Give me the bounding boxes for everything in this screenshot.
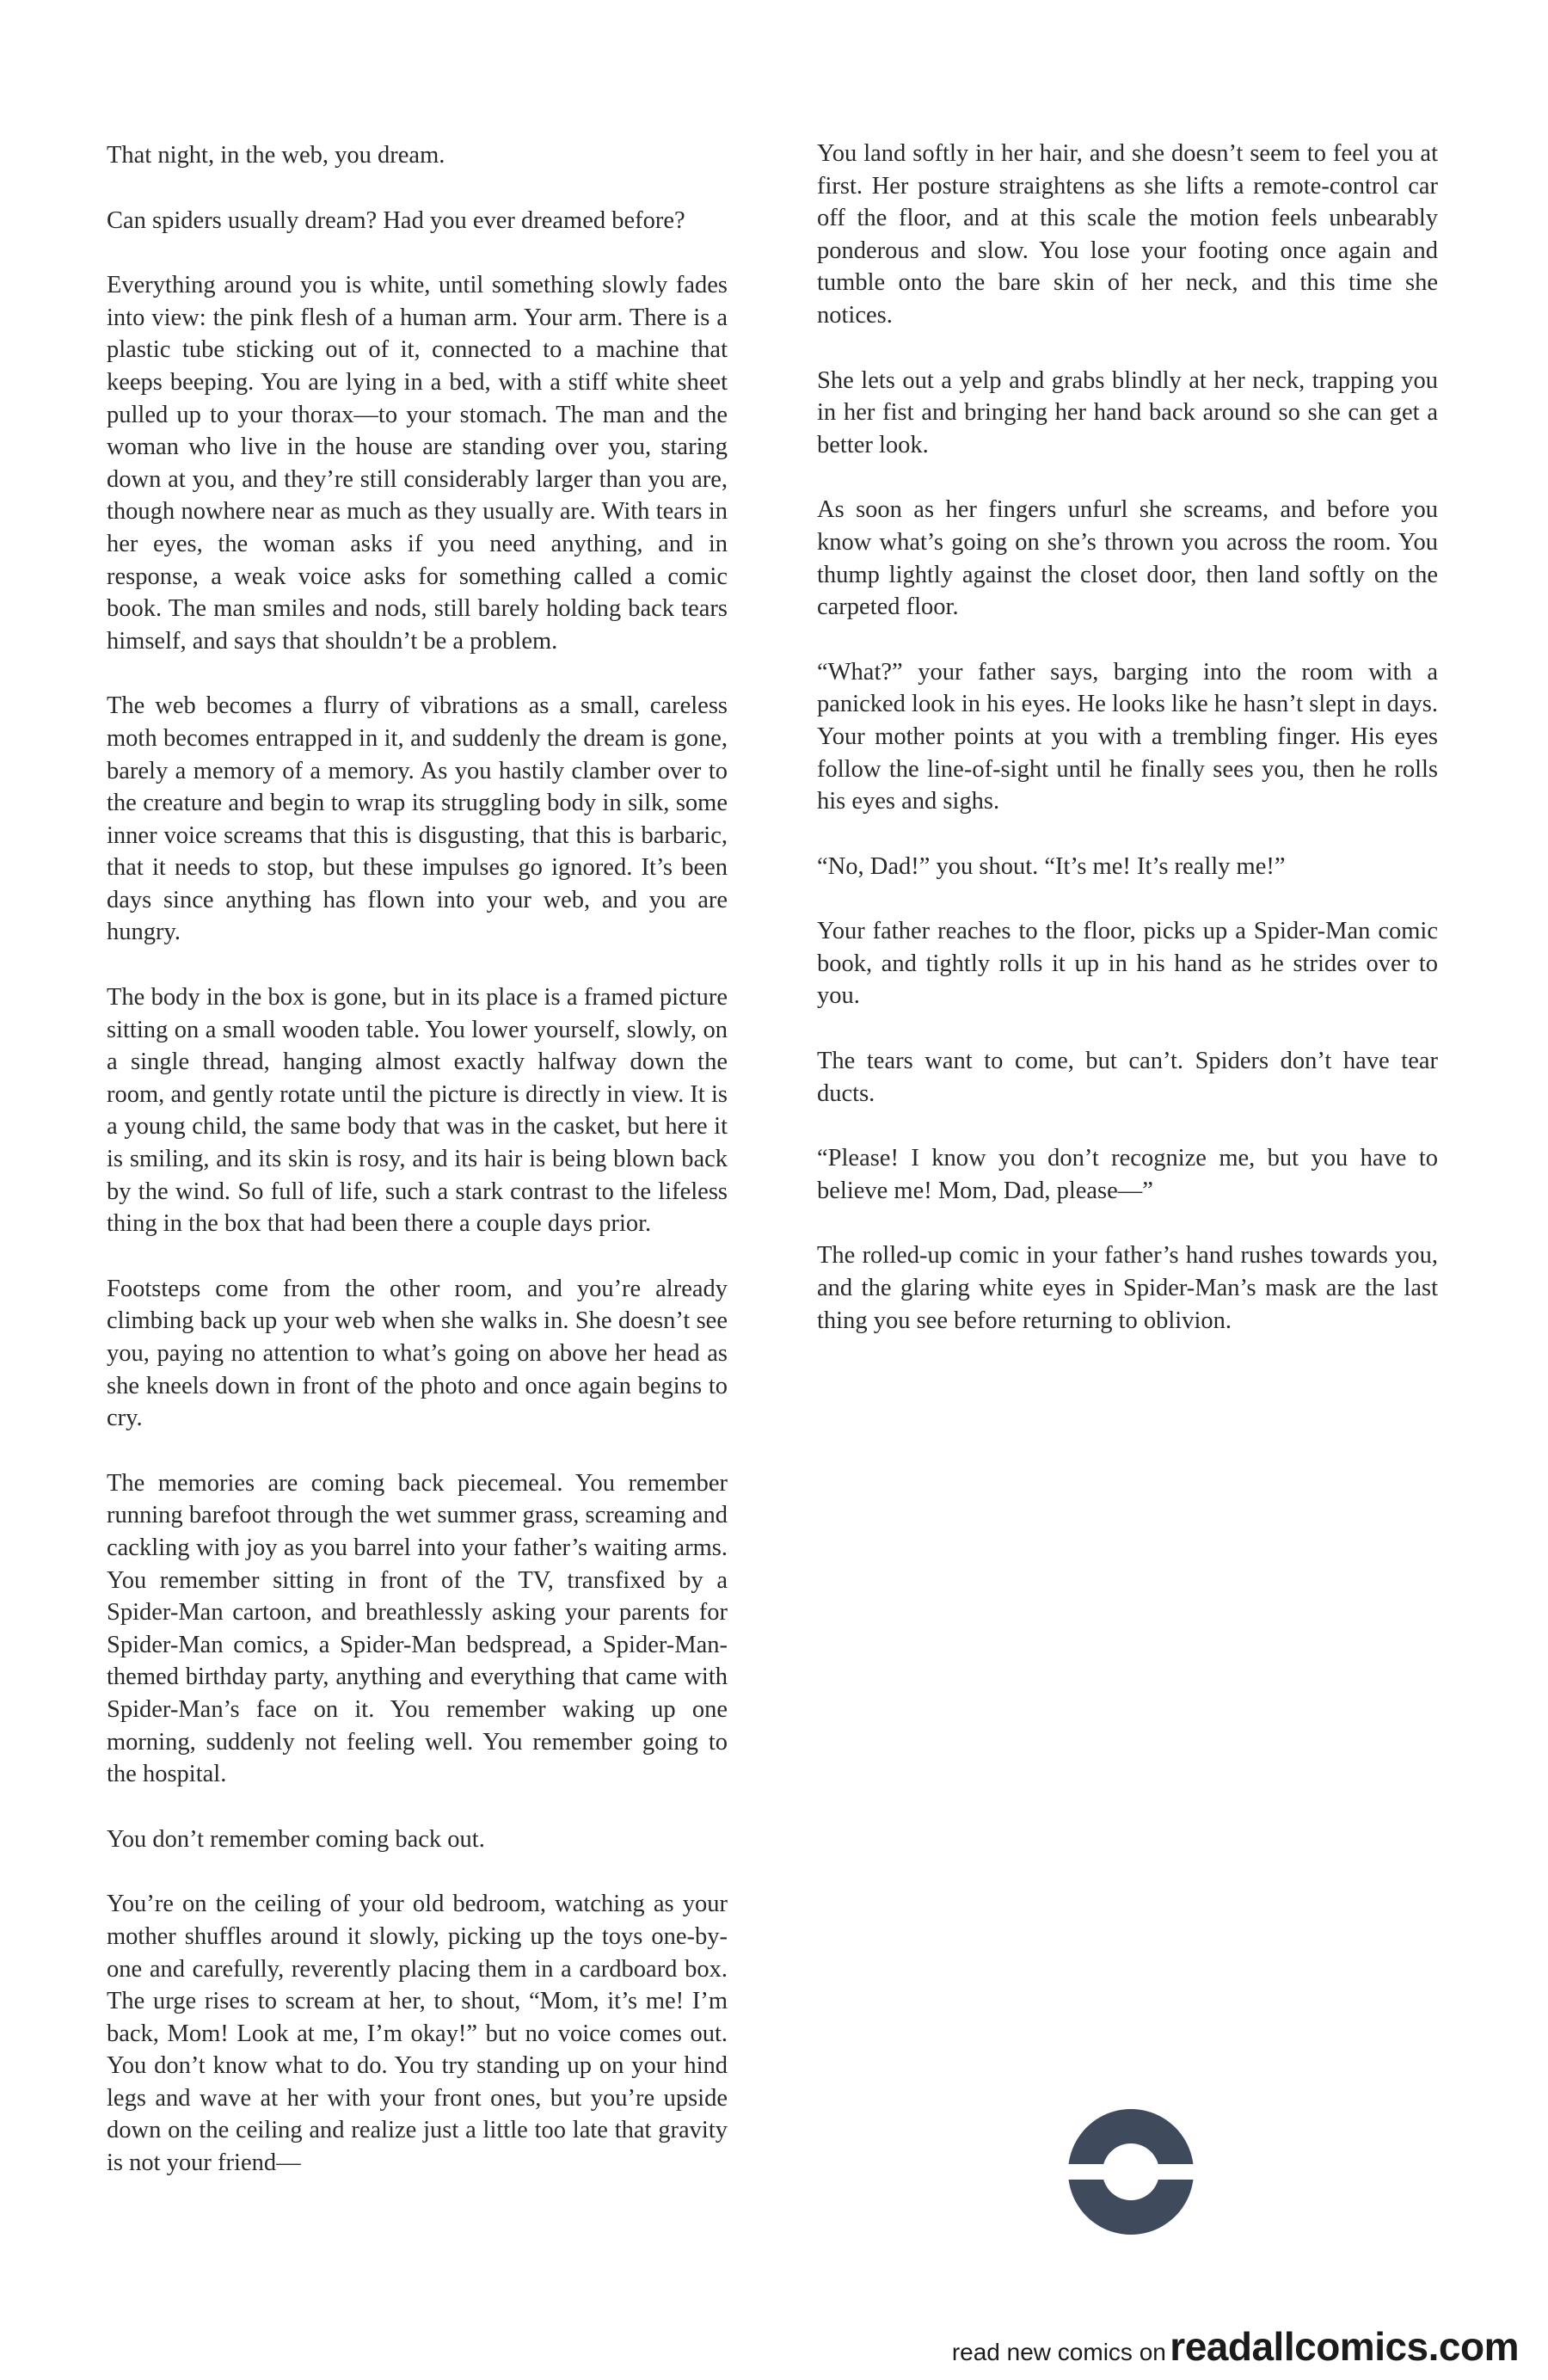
paragraph: “No, Dad!” you shout. “It’s me! It’s really me!” xyxy=(817,852,1286,880)
paragraph: Everything around you is white, until something slowly fades into view: the pink flesh of a human arm. Your arm. There is a plastic tube sticking out of it, connected to a machine that keeps beeping. You are lying in a bed, with a stiff white sheet pulled up to your thorax—to your stomach. The man and the woman who live in the house are standing over you, staring down at you, and they’re still considerably larger than you are, though nowhere near as much as they usually are. With tears in her eyes, the woman asks if you need anything, and in response, a weak voice asks for something called a comic book. The man smiles and nods, still barely holding back tears himself, and says that shouldn’t be a problem. xyxy=(107,272,728,655)
paragraph: The tears want to come, but can’t. Spiders don’t have tear ducts. xyxy=(817,1048,1438,1107)
paragraph: The rolled-up comic in your father’s hand rushes towards you, and the glaring white eyes in Spider-Man’s mask are the last thing you see before returning to oblivion. xyxy=(817,1242,1438,1334)
footer-prefix: read new comics on xyxy=(951,2339,1166,2365)
footer-watermark xyxy=(952,2323,1519,2370)
paragraph: That night, in the web, you dream. xyxy=(107,142,445,169)
paragraph: The memories are coming back piecemeal. You remember running barefoot through the wet summer grass, screaming and cackling with joy as you barrel into your father’s waiting arms. You remember sitting in front of the TV, transfixed by a Spider-Man cartoon, and breathlessly asking your parents for Spider-Man comics, a Spider-Man bedspread, a Spider-Man-themed birthday party, anything and everything that came with Spider-Man’s face on it. You remember waking up one morning, suddenly not feeling well. You remember going to the hospital. xyxy=(107,1469,728,1788)
paragraph: “What?” your father says, barging into the room with a panicked look in his eyes. He looks like he hasn’t slept in days. Your mother points at you with a trembling finger. His eyes follow the line-of-sight until he finally sees you, then he rolls his eyes and sighs. xyxy=(817,658,1438,815)
circle-logo-icon xyxy=(1066,2107,1195,2236)
paragraph: Can spiders usually dream? Had you ever dreamed before? xyxy=(107,206,685,234)
paragraph: Your father reaches to the floor, picks up a Spider-Man comic book, and tightly rolls it up in his hand as he strides over to you. xyxy=(817,918,1438,1010)
right-column xyxy=(817,138,1438,1369)
left-column xyxy=(107,139,728,2212)
paragraph: As soon as her fingers unfurl she screams, and before you know what’s going on she’s thrown you across the room. You thump lightly against the closet door, then land softly on the carpeted floor. xyxy=(817,496,1438,621)
paragraph: The web becomes a flurry of vibrations as a small, careless moth becomes entrapped in it, and suddenly the dream is gone, barely a memory of a memory. As you hastily clamber over to the creature and begin to wrap its struggling body in silk, some inner voice screams that this is disgusting, that this is barbaric, that it needs to stop, but these impulses go ignored. It’s been days since anything has flown into your web, and you are hungry. xyxy=(107,692,728,946)
paragraph: She lets out a yelp and grabs blindly at her neck, trapping you in her fist and bringing her hand back around so she can get a better look. xyxy=(817,366,1438,458)
paragraph: You land softly in her hair, and she doesn’t seem to feel you at first. Her posture straightens as she lifts a remote-control car off the floor, and at this scale the motion feels unbearably ponderous and slow. You lose your footing once again and tumble onto the bare skin of her neck, and this time she notices. xyxy=(817,140,1438,329)
paragraph: Footsteps come from the other room, and you’re already climbing back up your web when she walks in. She doesn’t see you, paying no attention to what’s going on above her head as she kneels down in front of the photo and once again begins to cry. xyxy=(107,1275,728,1432)
paragraph: You’re on the ceiling of your old bedroom, watching as your mother shuffles around it slowly, picking up the toys one-by-one and carefully, reverently placing them in a cardboard box. The urge rises to scream at her, to shout, “Mom, it’s me! I’m back, Mom! Look at me, I’m okay!” but no voice comes out. You don’t know what to do. You try standing up on your hind legs and wave at her with your front ones, but you’re upside down on the ceiling and realize just a little too late that gravity is not your friend— xyxy=(107,1891,728,2177)
paragraph: You don’t remember coming back out. xyxy=(107,1825,485,1853)
paragraph: The body in the box is gone, but in its place is a framed picture sitting on a small wooden table. You lower yourself, slowly, on a single thread, hanging almost exactly halfway down the room, and gently rotate until the picture is directly in view. It is a young child, the same body that was in the casket, but here it is smiling, and its skin is rosy, and its hair is being blown back by the wind. So full of life, such a stark contrast to the lifeless thing in the box that had been there a couple days prior. xyxy=(107,984,728,1238)
footer-site[interactable]: readallcomics.com xyxy=(1170,2324,1519,2369)
paragraph: “Please! I know you don’t recognize me, but you have to believe me! Mom, Dad, please—” xyxy=(817,1145,1438,1204)
